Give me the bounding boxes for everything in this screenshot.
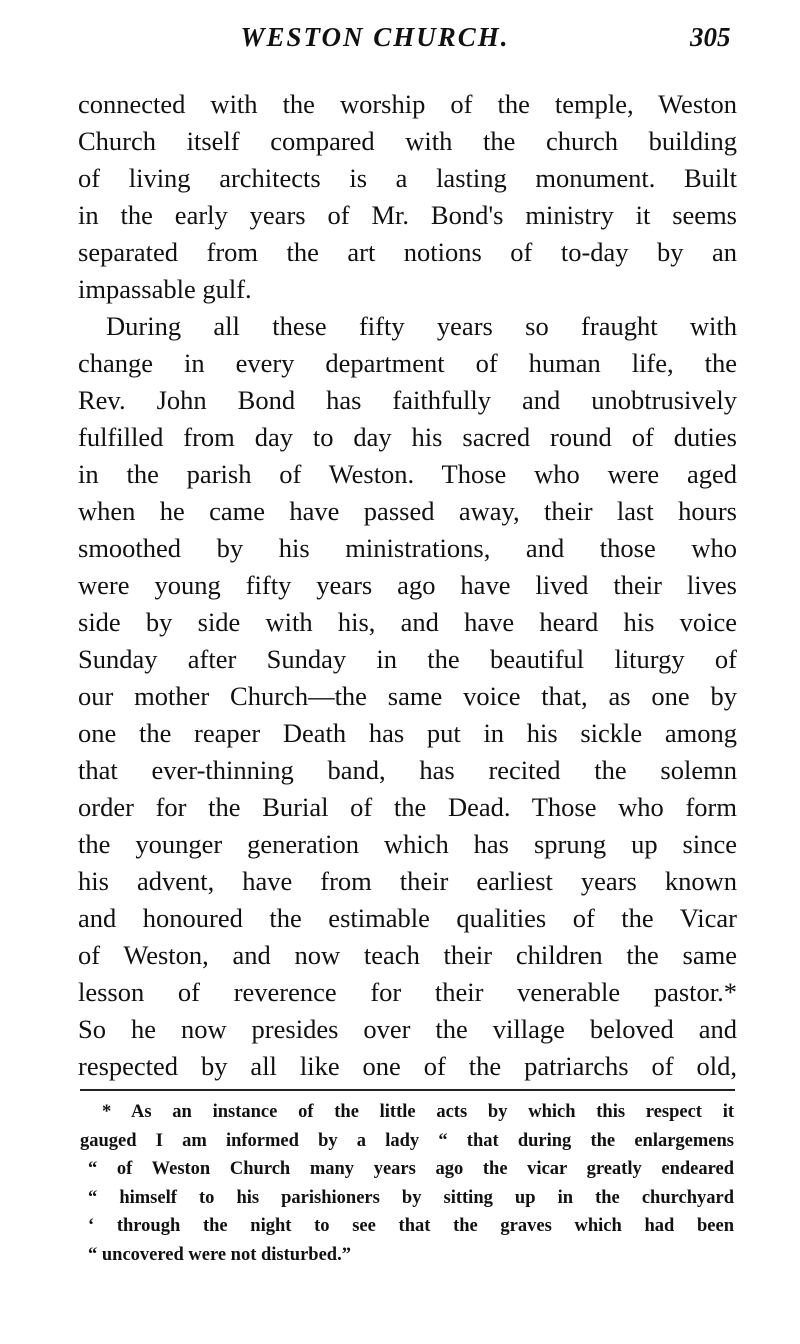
footnote [80, 1098, 734, 1269]
text-line: lesson of reverence for their venerable pastor.* [78, 977, 737, 1007]
text-line: of Weston, and now teach their children the same [78, 940, 737, 970]
text-line: Rev. John Bond has faithfully and unobtrusively [78, 385, 737, 415]
text-line: fulfilled from day to day his sacred round of duties [78, 422, 737, 452]
running-head-title: WESTON CHURCH. [240, 22, 510, 52]
text-line: and honoured the estimable qualities of the Vicar [78, 903, 737, 933]
text-line: Church itself compared with the church building [78, 126, 737, 156]
body-text [78, 86, 737, 1085]
footnote-line: gauged I am informed by a lady “ that during the enlargemens [80, 1130, 734, 1151]
text-line: So he now presides over the village beloved and [78, 1014, 737, 1044]
text-line: our mother Church—the same voice that, as one by [78, 681, 737, 711]
text-line: of living architects is a lasting monument. Built [78, 163, 737, 193]
text-line: were young fifty years ago have lived their lives [78, 570, 737, 600]
footnote-line: “ uncovered were not disturbed.” [88, 1244, 351, 1265]
page-number: 305 [690, 22, 731, 52]
footnote-line: * As an instance of the little acts by which this respect it [102, 1102, 734, 1122]
text-line: that ever-thinning band, has recited the solemn [78, 755, 737, 785]
text-line: one the reaper Death has put in his sickle among [78, 718, 737, 748]
text-line: impassable gulf. [78, 274, 252, 304]
footnote-rule [80, 1089, 735, 1091]
text-line: the younger generation which has sprung up since [78, 829, 737, 859]
text-line: in the parish of Weston. Those who were aged [78, 459, 737, 489]
footnote-line: “ himself to his parishioners by sitting up in the churchyard [88, 1187, 734, 1208]
text-line: separated from the art notions of to-day by an [78, 237, 737, 267]
footnote-line: “ of Weston Church many years ago the vicar greatly endeared [88, 1159, 734, 1179]
text-line: when he came have passed away, their last hours [78, 496, 737, 526]
text-line: smoothed by his ministrations, and those who [78, 533, 737, 563]
text-line: his advent, have from their earliest years known [78, 866, 737, 896]
text-line: in the early years of Mr. Bond's ministry it seems [78, 200, 737, 230]
footnote-line: ‘ through the night to see that the graves which had been [88, 1216, 734, 1236]
text-line: respected by all like one of the patriarchs of old, [78, 1051, 737, 1081]
paragraph-start-line: During all these fifty years so fraught with [106, 311, 737, 341]
text-line: side by side with his, and have heard his voice [78, 607, 737, 637]
text-line: connected with the worship of the temple, Weston [78, 89, 737, 119]
text-line: Sunday after Sunday in the beautiful liturgy of [78, 644, 737, 674]
text-line: order for the Burial of the Dead. Those who form [78, 792, 737, 822]
text-line: change in every department of human life, the [78, 348, 737, 378]
